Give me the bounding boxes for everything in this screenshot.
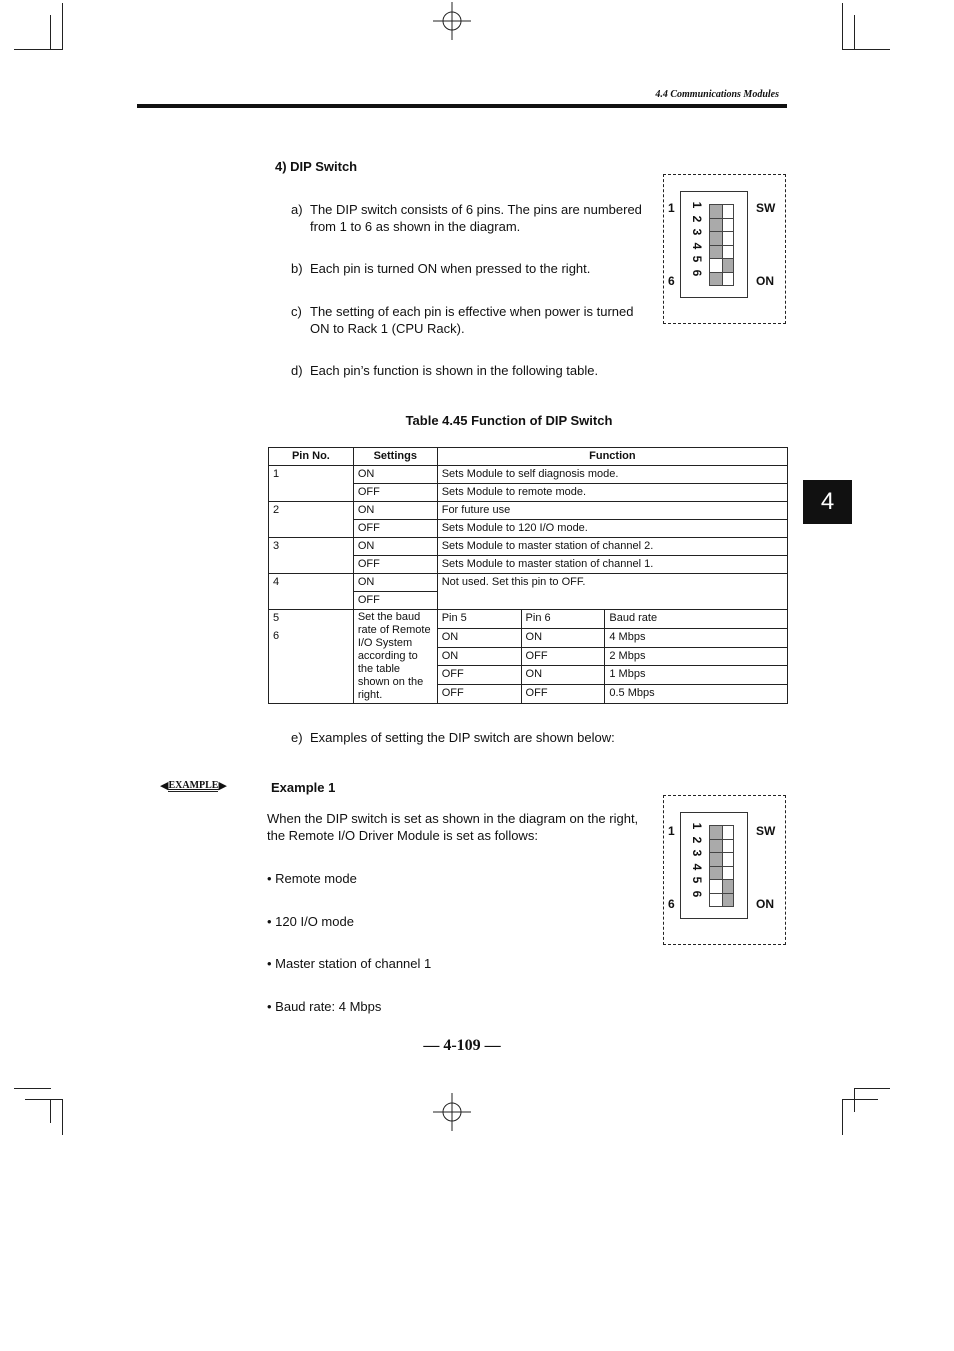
switch-right-half [723, 894, 733, 907]
switch-right-half [723, 880, 733, 893]
example-badge-label: EXAMPLE [168, 779, 219, 791]
crop-mark [50, 1099, 51, 1123]
sub-cell: OFF [521, 685, 605, 704]
sub-cell: ON [521, 628, 605, 647]
sub-cell: 4 Mbps [605, 628, 788, 647]
switch-right-half [723, 246, 733, 259]
section-title: 4) DIP Switch [275, 159, 358, 174]
baud-description: Set the baud rate of Remote I/O System according to the table shown on the right. [353, 610, 437, 704]
sub-header-cell: Pin 5 [437, 610, 521, 629]
switch-left-half [710, 880, 723, 893]
pin-cell: 3 [269, 538, 354, 574]
example-intro-line: the Remote I/O Driver Module is set as follows: [267, 828, 538, 843]
sub-cell: ON [437, 628, 521, 647]
dip-label-on: ON [756, 274, 774, 288]
crop-mark [14, 49, 63, 50]
crop-mark [842, 49, 890, 50]
setting-cell: ON [353, 466, 437, 484]
item-text: Examples of setting the DIP switch are shown below: [310, 730, 615, 745]
dip-switch-body [680, 191, 748, 298]
running-header: 4.4 Communications Modules [655, 89, 779, 100]
pin-number-label: 6 [690, 890, 704, 897]
crop-mark [62, 1099, 63, 1135]
pin-number-label: 3 [690, 228, 704, 236]
table-caption: Table 4.45 Function of DIP Switch [405, 413, 613, 428]
sub-cell: 2 Mbps [605, 647, 788, 666]
table-row [269, 466, 788, 484]
switch-left-half [710, 246, 723, 259]
item-text: Each pin’s function is shown in the following table. [310, 363, 599, 378]
sub-header-cell: Pin 6 [521, 610, 605, 629]
dip-function-table [268, 447, 788, 704]
pin-number-label: 2 [690, 836, 704, 843]
switch-right-half [723, 273, 733, 286]
item-label: e) [291, 730, 303, 745]
switch-left-half [710, 219, 723, 232]
pin-number-label: 5 [690, 255, 704, 263]
header-function: Function [437, 448, 787, 466]
switch-right-half [723, 867, 733, 880]
item-label: d) [291, 363, 303, 378]
dip-label-sw: SW [756, 201, 776, 215]
switch-right-half [723, 205, 733, 218]
crop-mark [842, 1099, 878, 1100]
header-rule [137, 104, 787, 108]
page-number: — 4-109 — [423, 1037, 501, 1054]
crop-mark [854, 1088, 855, 1112]
arrow-right-icon: ▶ [218, 780, 227, 792]
dip-pin-switch [709, 231, 734, 245]
example-bullet: • Remote mode [267, 871, 357, 886]
pin-numbers [687, 198, 707, 286]
setting-cell: OFF [353, 484, 437, 502]
header-settings: Settings [353, 448, 437, 466]
crop-mark [50, 15, 51, 49]
dip-label-bottom-left: 6 [668, 274, 675, 288]
dip-pin-switch [709, 866, 734, 880]
table-row [269, 502, 788, 520]
switch-left-half [710, 273, 723, 286]
item-label: b) [291, 261, 303, 276]
dip-label-top-left: 1 [668, 201, 675, 215]
switch-left-half [710, 259, 723, 272]
switch-right-half [723, 232, 733, 245]
example-bullet: • Master station of channel 1 [267, 956, 432, 971]
dip-label-bottom-left: 6 [668, 897, 675, 911]
pin-cell: 2 [269, 502, 354, 538]
pin-number-label: 1 [690, 201, 704, 209]
pin-number-label: 5 [690, 876, 704, 884]
function-cell: Not used. Set this pin to OFF. [437, 574, 787, 610]
function-cell: Sets Module to self diagnosis mode. [437, 466, 787, 484]
pin-number: 5 [273, 612, 280, 624]
sub-cell: OFF [437, 666, 521, 685]
switch-right-half [723, 219, 733, 232]
crop-mark [842, 1099, 843, 1135]
sub-header-cell: Baud rate [605, 610, 788, 629]
pin-number-label: 3 [690, 849, 704, 857]
switch-right-half [723, 826, 733, 839]
dip-label-on: ON [756, 897, 774, 911]
crop-mark [854, 1088, 890, 1089]
pin-numbers [687, 819, 707, 907]
item-label: a) [291, 202, 303, 217]
sub-cell: OFF [437, 685, 521, 704]
switch-left-half [710, 826, 723, 839]
dip-pin-switch [709, 272, 734, 287]
dip-pin-switch [709, 825, 734, 839]
pin-cell [269, 610, 354, 704]
crop-mark [25, 1099, 63, 1100]
item-text-line: from 1 to 6 as shown in the diagram. [310, 219, 521, 234]
setting-cell: ON [353, 574, 437, 592]
pin-number: 6 [273, 630, 280, 642]
sub-cell: ON [521, 666, 605, 685]
dip-pin-switch [709, 204, 734, 218]
crop-mark [842, 3, 843, 49]
switch-left-half [710, 205, 723, 218]
switch-array [709, 825, 734, 907]
switch-left-half [710, 840, 723, 853]
switch-left-half [710, 894, 723, 907]
switch-right-half [723, 259, 733, 272]
table-header-row [269, 448, 788, 466]
item-text: Each pin is turned ON when pressed to the right. [310, 261, 591, 276]
switch-right-half [723, 840, 733, 853]
example-bullet: • Baud rate: 4 Mbps [267, 999, 382, 1014]
setting-cell: OFF [353, 592, 437, 610]
crop-mark [854, 15, 855, 49]
setting-cell: ON [353, 502, 437, 520]
dip-switch-diagram [663, 795, 786, 945]
pin-number-label: 4 [690, 242, 704, 249]
dip-pin-switch [709, 839, 734, 853]
dip-pin-switch [709, 218, 734, 232]
function-cell: Sets Module to master station of channel 1. [437, 556, 787, 574]
switch-left-half [710, 867, 723, 880]
switch-right-half [723, 853, 733, 866]
example-intro-line: When the DIP switch is set as shown in the diagram on the right, [267, 811, 639, 826]
registration-mark-icon [433, 1093, 473, 1133]
dip-pin-switch [709, 852, 734, 866]
item-text-line: The DIP switch consists of 6 pins. The pins are numbered [310, 202, 642, 217]
setting-cell: ON [353, 538, 437, 556]
registration-mark-icon [433, 2, 473, 42]
dip-switch-diagram [663, 174, 786, 324]
setting-cell: OFF [353, 556, 437, 574]
table-row [269, 538, 788, 556]
item-label: c) [291, 304, 302, 319]
crop-mark [62, 3, 63, 49]
function-cell: Sets Module to master station of channel 2. [437, 538, 787, 556]
chapter-tab: 4 [803, 480, 852, 524]
function-cell: For future use [437, 502, 787, 520]
function-cell: Sets Module to remote mode. [437, 484, 787, 502]
example-bullet: • 120 I/O mode [267, 914, 354, 929]
switch-left-half [710, 232, 723, 245]
dip-switch-body [680, 812, 748, 919]
dip-pin-switch [709, 258, 734, 272]
pin-number-label: 1 [690, 822, 704, 830]
sub-cell: OFF [521, 647, 605, 666]
example-badge [160, 779, 227, 792]
dip-pin-switch [709, 893, 734, 908]
item-text [310, 201, 650, 235]
dip-pin-switch [709, 879, 734, 893]
sub-cell: ON [437, 647, 521, 666]
table-row [269, 574, 788, 592]
sub-cell: 0.5 Mbps [605, 685, 788, 704]
table-row [269, 610, 788, 629]
pin-number-label: 2 [690, 215, 704, 222]
pin-cell: 1 [269, 466, 354, 502]
dip-label-sw: SW [756, 824, 776, 838]
example-intro [267, 810, 657, 844]
item-text [310, 303, 650, 337]
arrow-left-icon: ◀ [160, 780, 169, 792]
dip-pin-switch [709, 245, 734, 259]
function-cell: Sets Module to 120 I/O mode. [437, 520, 787, 538]
switch-array [709, 204, 734, 286]
crop-mark [14, 1088, 51, 1089]
dip-label-top-left: 1 [668, 824, 675, 838]
item-text-line: ON to Rack 1 (CPU Rack). [310, 321, 465, 336]
pin-number-label: 6 [690, 269, 704, 276]
pin-cell: 4 [269, 574, 354, 610]
header-pin-no: Pin No. [269, 448, 354, 466]
pin-number-label: 4 [690, 863, 704, 870]
example-title: Example 1 [271, 780, 336, 795]
item-text-line: The setting of each pin is effective when power is turned [310, 304, 634, 319]
setting-cell: OFF [353, 520, 437, 538]
sub-cell: 1 Mbps [605, 666, 788, 685]
switch-left-half [710, 853, 723, 866]
